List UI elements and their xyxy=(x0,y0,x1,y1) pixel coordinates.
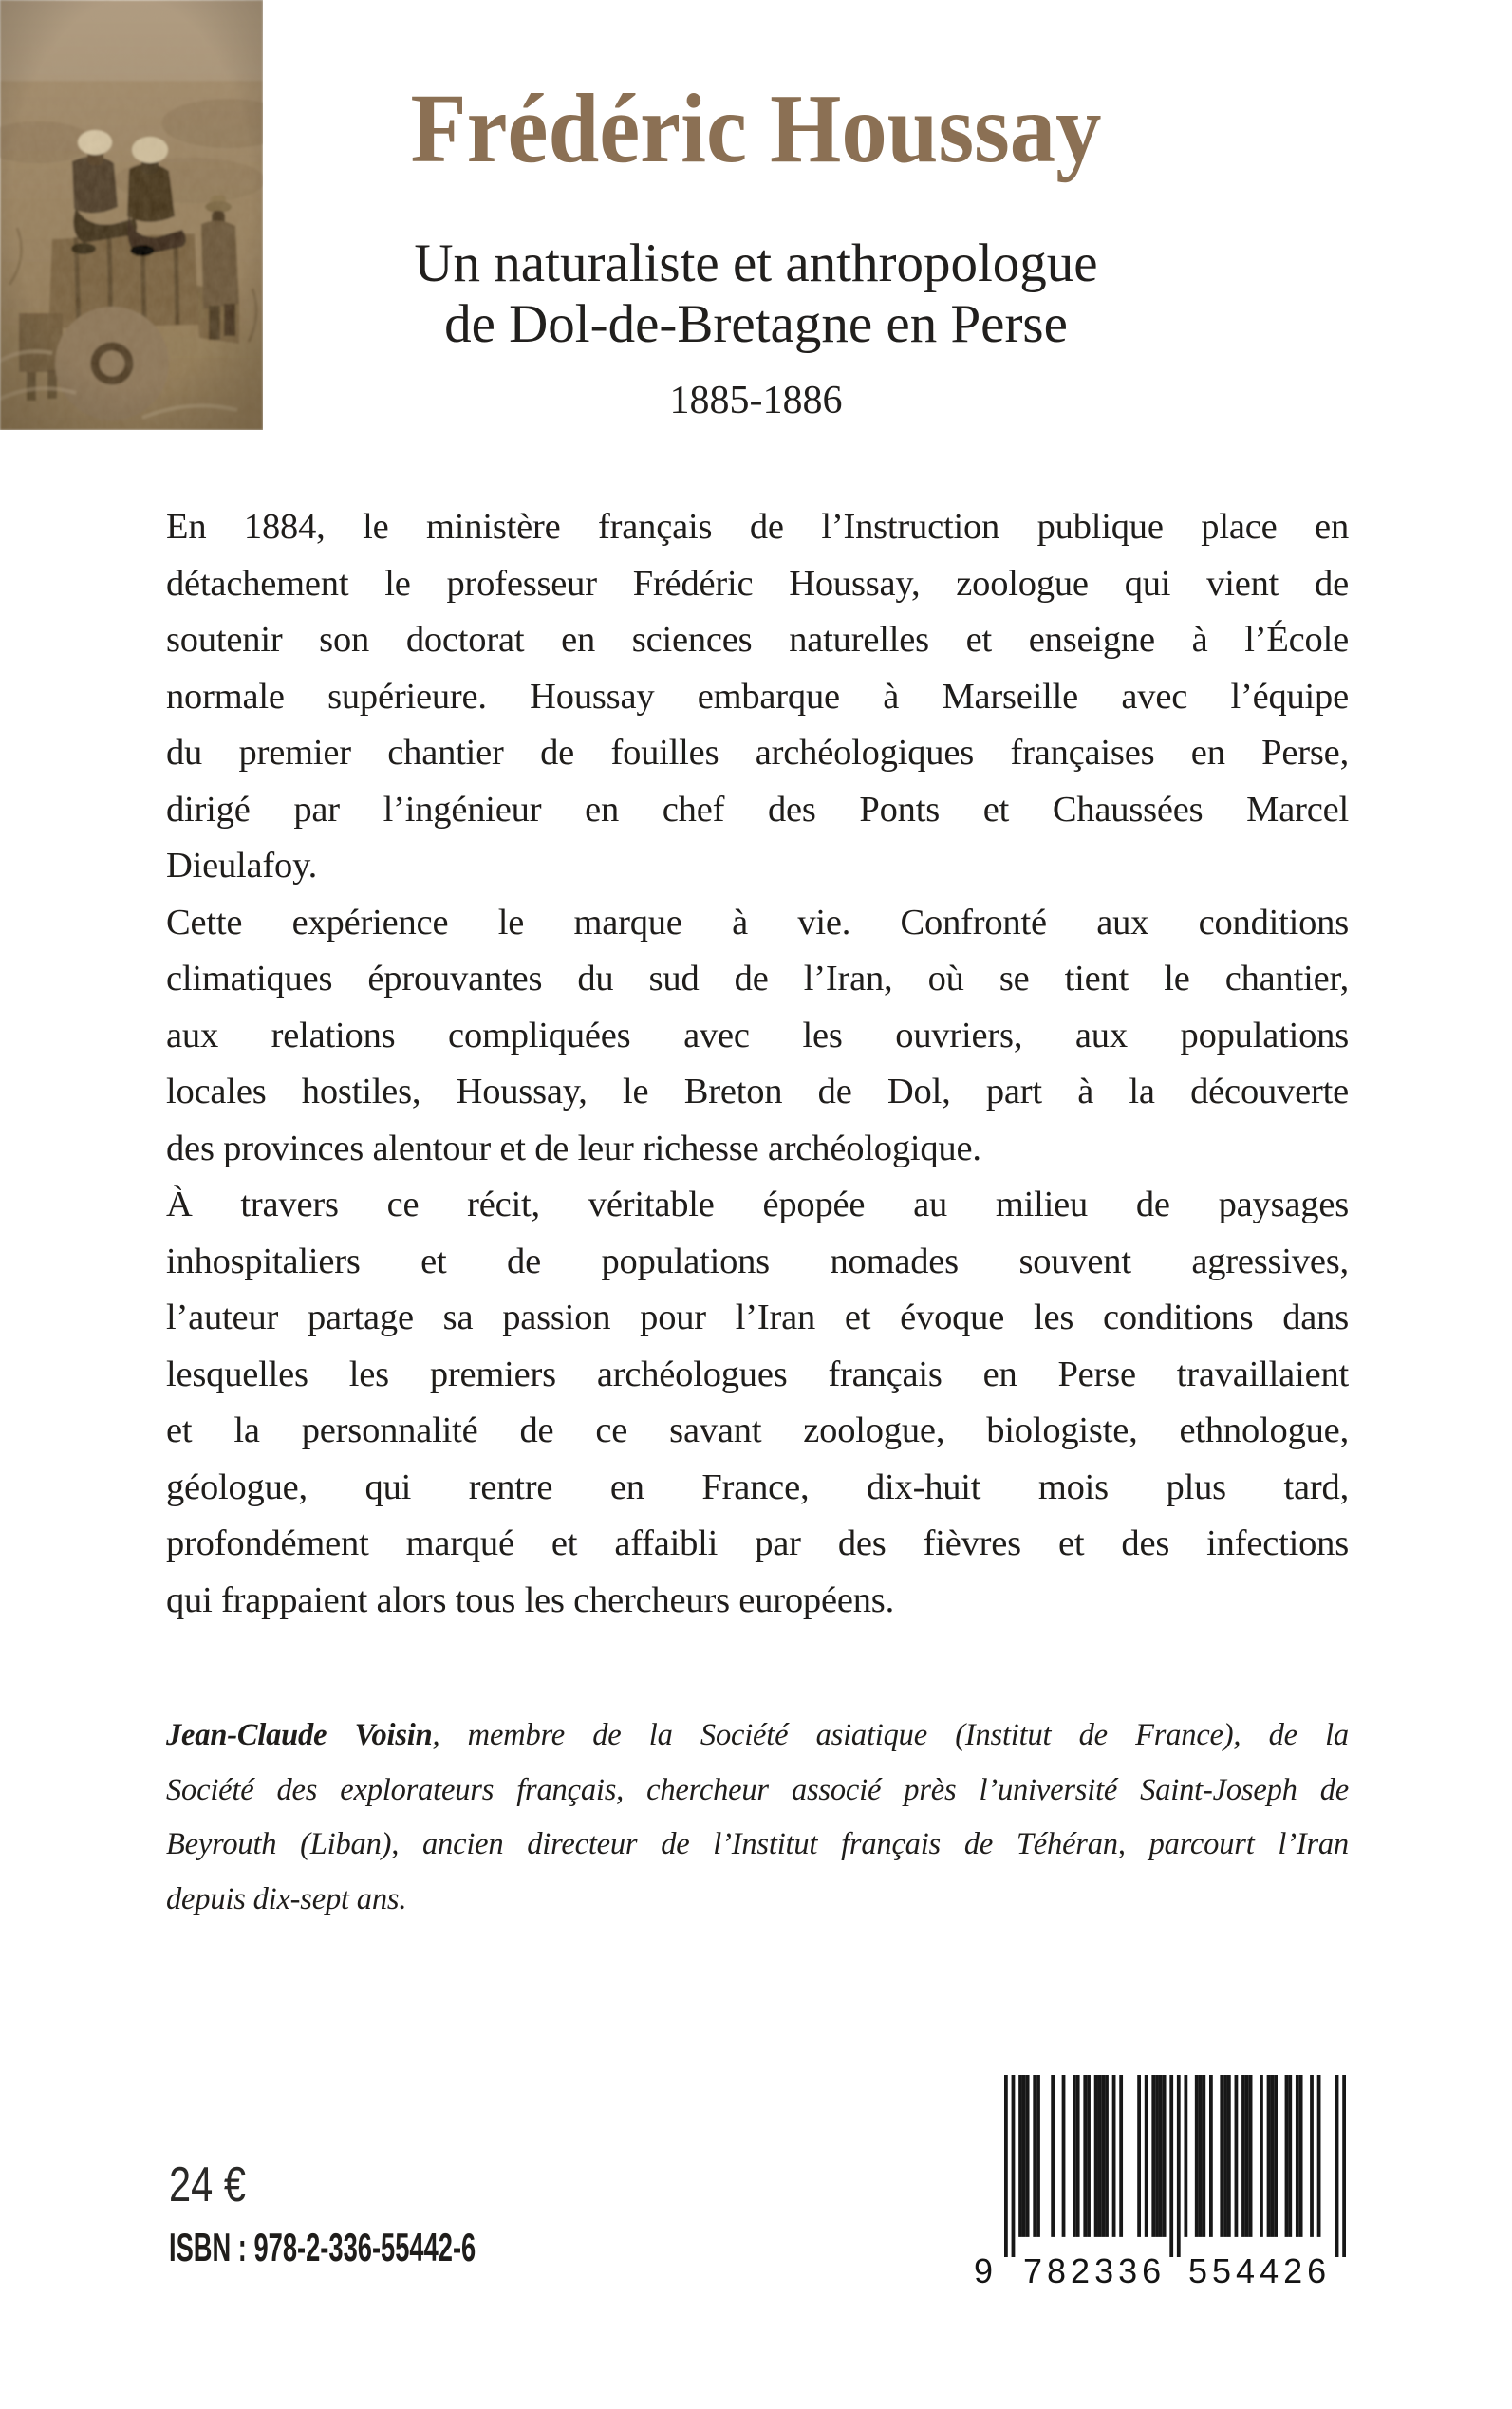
blurb-line: et la personnalité de ce savant zoologue, biologiste, ethnologue, xyxy=(166,1410,1349,1450)
barcode-digits-group2: 554426 xyxy=(1188,2251,1332,2290)
subtitle-line-2: de Dol-de-Bretagne en Perse xyxy=(444,294,1068,354)
bio-line xyxy=(166,1709,1349,1764)
back-cover-blurb xyxy=(166,499,1349,1629)
bio-line: Société des explorateurs français, chercheur associé près l’université Saint-Joseph de xyxy=(166,1772,1349,1807)
bio-line-rest: , membre de la Société asiatique (Institut de France), de la xyxy=(432,1718,1349,1752)
blurb-line: des provinces alentour et de leur richesse archéologique. xyxy=(166,1128,981,1168)
book-title: Frédéric Houssay xyxy=(410,74,1102,183)
barcode-digits-group1: 782336 xyxy=(1023,2251,1167,2290)
book-years: 1885-1886 xyxy=(669,379,843,422)
bio-line: depuis dix-sept ans. xyxy=(166,1881,407,1916)
book-subtitle xyxy=(0,233,1512,355)
bio-line: Beyrouth (Liban), ancien directeur de l’Institut français de Téhéran, parcourt l’Iran xyxy=(166,1827,1349,1861)
price: 24 € xyxy=(169,2157,246,2213)
blurb-line: du premier chantier de fouilles archéologiques françaises en Perse, xyxy=(166,733,1349,773)
ean13-barcode xyxy=(1004,2075,1346,2257)
blurb-line: détachement le professeur Frédéric Houssay, zoologue qui vient de xyxy=(166,563,1349,604)
blurb-line: aux relations compliquées avec les ouvriers, aux populations xyxy=(166,1015,1349,1055)
author-name: Jean-Claude Voisin xyxy=(166,1718,433,1752)
blurb-line: l’auteur partage sa passion pour l’Iran et évoque les conditions dans xyxy=(166,1298,1349,1337)
blurb-line: dirigé par l’ingénieur en chef des Ponts et Chaussées Marcel xyxy=(166,789,1349,830)
blurb-line: géologue, qui rentre en France, dix-huit mois plus tard, xyxy=(166,1466,1349,1507)
blurb-line: locales hostiles, Houssay, le Breton de Dol, part à la découverte xyxy=(166,1072,1349,1111)
subtitle-line-1: Un naturaliste et anthropologue xyxy=(414,233,1098,293)
blurb-line: climatiques éprouvantes du sud de l’Iran, où se tient le chantier, xyxy=(166,959,1349,999)
barcode-digit-left: 9 xyxy=(974,2251,994,2290)
isbn-text: ISBN : 978-2-336-55442-6 xyxy=(169,2225,476,2269)
expedition-photo-image xyxy=(0,0,263,430)
blurb-line: lesquelles les premiers archéologues français en Perse travaillaient xyxy=(166,1354,1349,1394)
blurb-line: À travers ce récit, véritable épopée au milieu de paysages xyxy=(166,1185,1349,1224)
blurb-line: qui frappaient alors tous les chercheurs européens. xyxy=(166,1579,895,1620)
blurb-line: profondément marqué et affaibli par des fièvres et des infections xyxy=(166,1523,1349,1563)
author-bio xyxy=(166,1709,1349,1927)
blurb-line: Dieulafoy. xyxy=(166,846,318,886)
blurb-line: En 1884, le ministère français de l’Instruction publique place en xyxy=(166,507,1349,547)
blurb-line: soutenir son doctorat en sciences naturelles et enseigne à l’École xyxy=(166,620,1349,660)
expedition-photo xyxy=(0,0,263,430)
blurb-line: inhospitaliers et de populations nomades souvent agressives, xyxy=(166,1241,1349,1281)
blurb-line: Cette expérience le marque à vie. Confronté aux conditions xyxy=(166,902,1349,943)
blurb-line: normale supérieure. Houssay embarque à Marseille avec l’équipe xyxy=(166,676,1349,717)
